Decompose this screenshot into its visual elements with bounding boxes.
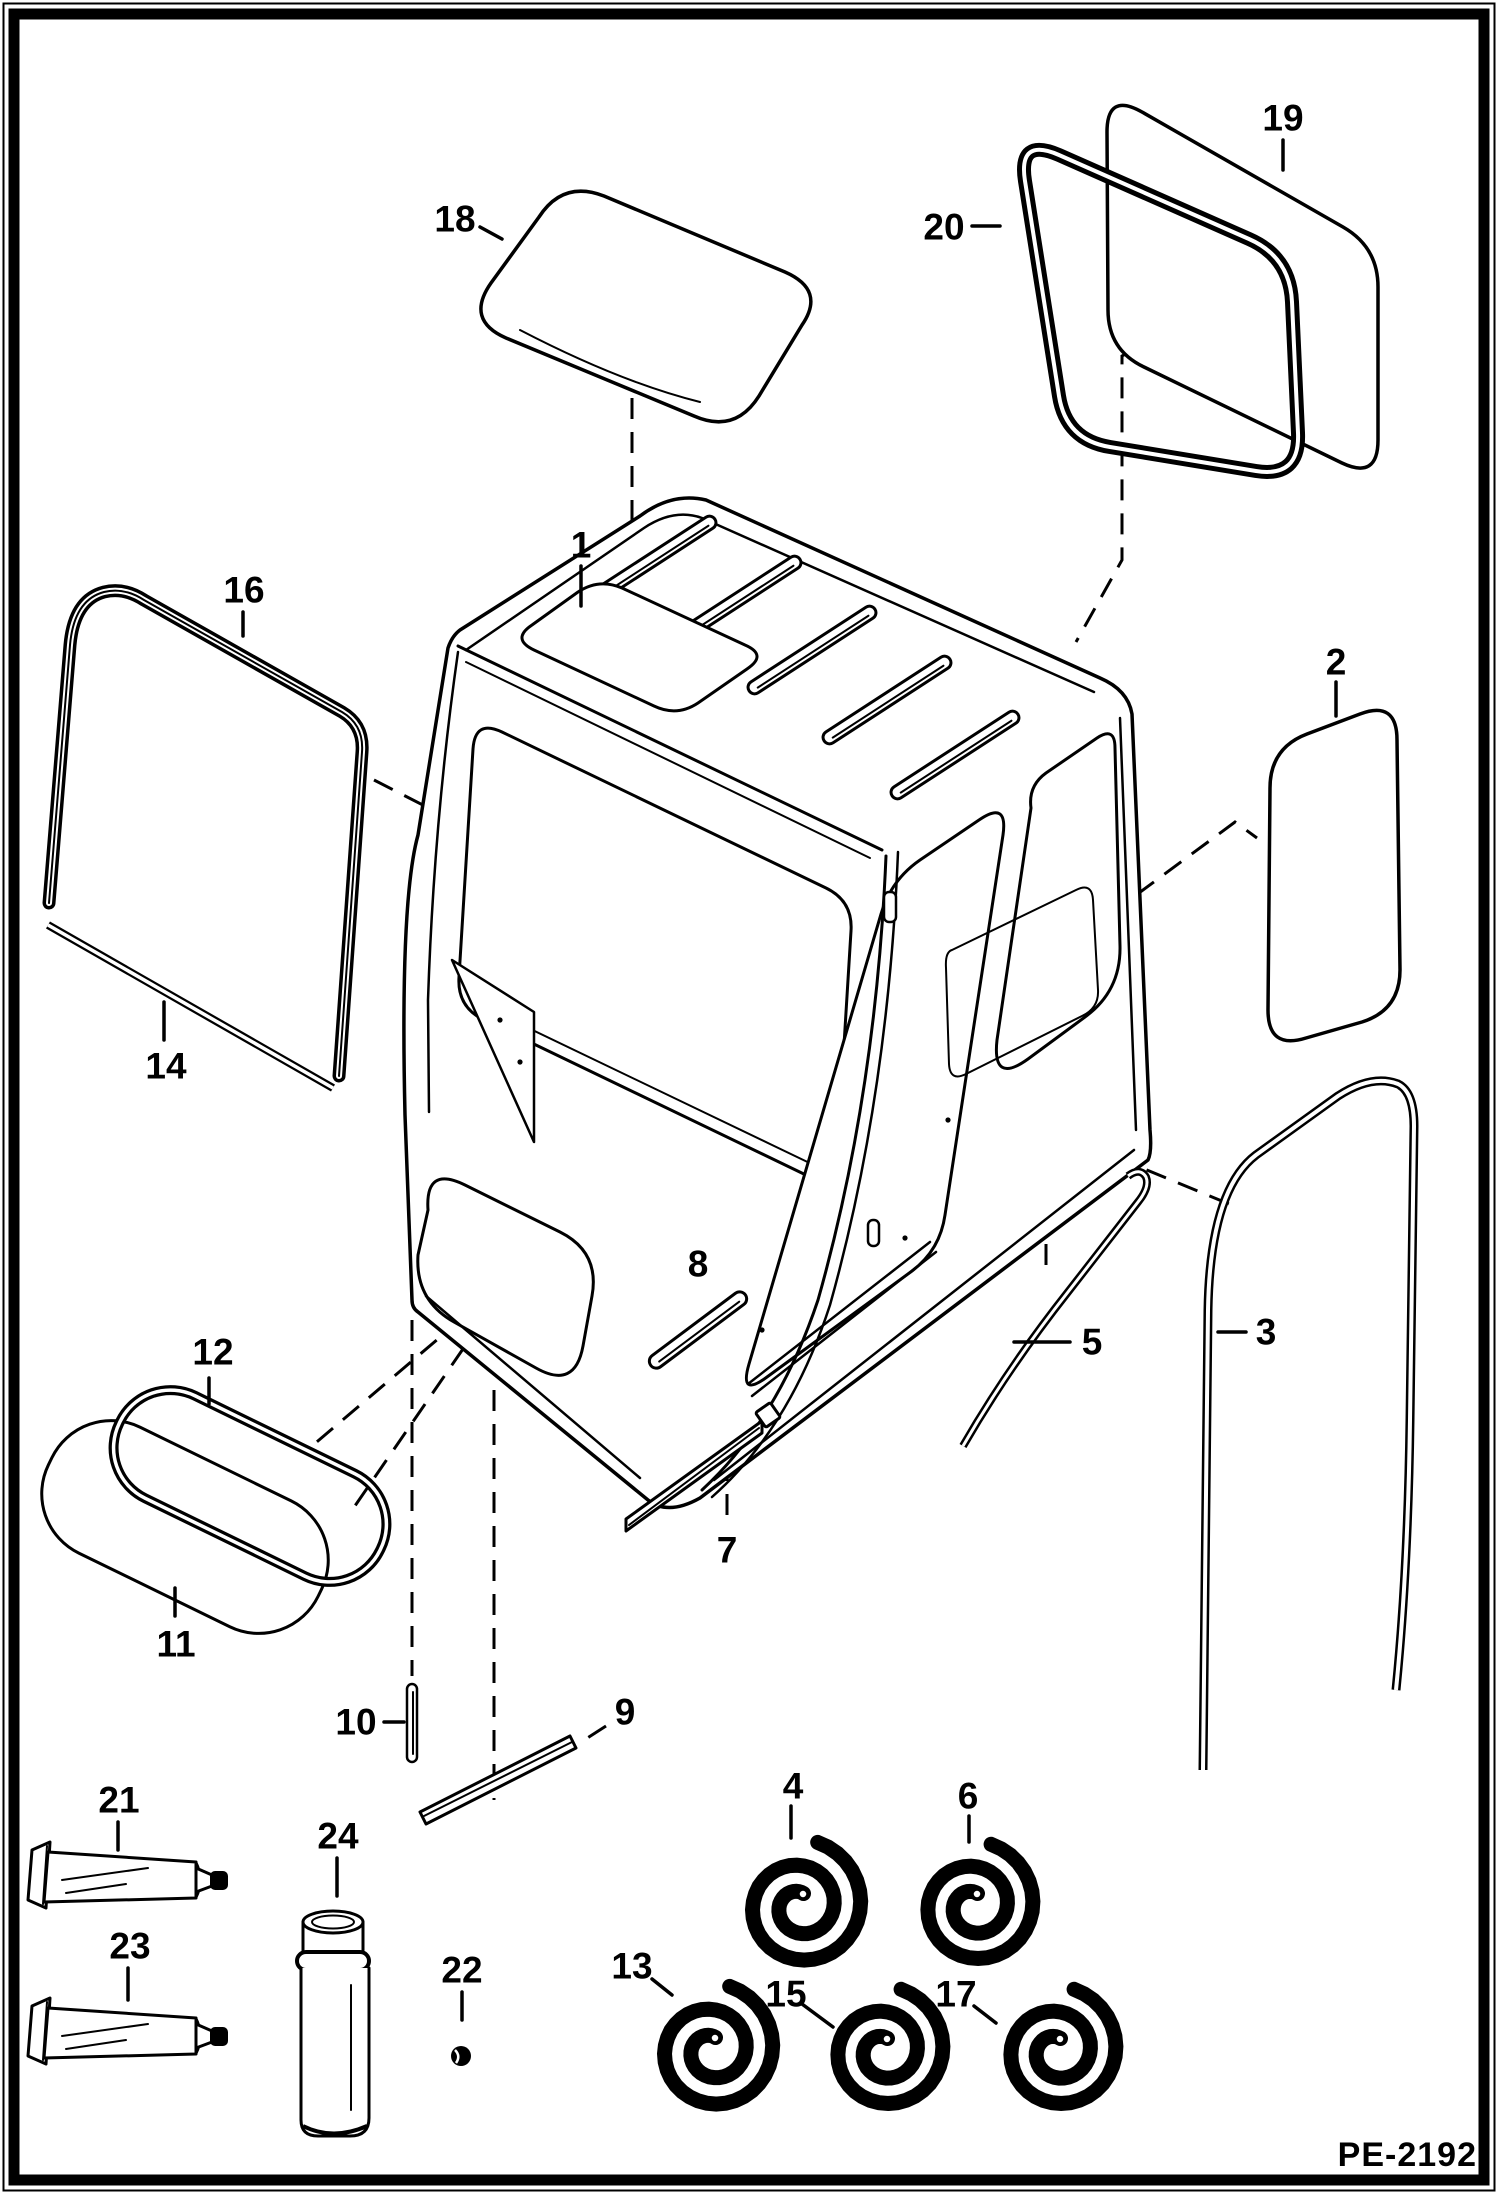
callout-16: 16 <box>223 569 265 611</box>
part-24-adhesive-can <box>297 1911 369 2136</box>
callout-3: 3 <box>1255 1311 1277 1353</box>
part-22-grommet <box>451 2046 471 2066</box>
part-21-sealant-tube <box>28 1842 228 1908</box>
coil-inner-end <box>973 1890 981 1898</box>
part-1-cab-assembly <box>404 498 1151 1508</box>
part-9-trim-strip <box>420 1736 576 1824</box>
part-10-trim-strip <box>407 1684 417 1762</box>
coil-inner-end <box>711 2034 719 2042</box>
callout-14: 14 <box>145 1045 187 1087</box>
callout-6: 6 <box>957 1775 979 1817</box>
callout-24: 24 <box>317 1815 359 1857</box>
coil-inner-end <box>799 1890 807 1898</box>
callout-11: 11 <box>156 1623 196 1665</box>
callout-8: 8 <box>687 1243 709 1285</box>
part-12-lower-front-seal <box>95 1371 406 1601</box>
callout-23: 23 <box>109 1925 151 1967</box>
part-19-rear-window-glass <box>1107 105 1378 468</box>
callout-18: 18 <box>434 198 476 240</box>
part-15-bulb-seal-coil <box>838 1989 943 2103</box>
hinge-nub-upper <box>884 892 896 922</box>
leader-17 <box>974 2006 996 2023</box>
callout-2: 2 <box>1325 641 1347 683</box>
callout-15: 15 <box>765 1973 807 2015</box>
part-14-windshield-strip <box>48 925 333 1088</box>
callout-5: 5 <box>1081 1321 1103 1363</box>
part-13-bulb-seal-coil <box>665 1986 773 2104</box>
part-6-bulb-seal-coil <box>928 1844 1033 1958</box>
leader-13 <box>652 1979 672 1995</box>
callout-22: 22 <box>441 1949 483 1991</box>
part-23-sealant-tube <box>28 1998 228 2064</box>
callout-17: 17 <box>935 1973 977 2015</box>
coil-inner-end <box>1056 2035 1064 2043</box>
callout-19: 19 <box>1262 97 1304 139</box>
part-2-side-window-glass <box>1268 710 1400 1040</box>
callout-1: 1 <box>570 524 592 566</box>
callout-4: 4 <box>782 1765 804 1807</box>
part-17-bulb-seal-coil <box>1011 1989 1116 2103</box>
callout-10: 10 <box>335 1701 377 1743</box>
drawing-number: PE-2192 <box>1337 2136 1477 2174</box>
callout-21: 21 <box>98 1779 140 1821</box>
leader-18 <box>480 227 502 239</box>
callout-9: 9 <box>614 1691 636 1733</box>
hinge-nub-lower <box>868 1220 879 1246</box>
callout-13: 13 <box>611 1945 653 1987</box>
callout-7: 7 <box>716 1529 738 1571</box>
callout-20: 20 <box>923 206 965 248</box>
leader-15 <box>802 2004 833 2027</box>
part-3-window-channel-seal <box>1203 1081 1414 1770</box>
dash-leader-9 <box>578 1726 606 1744</box>
callout-12: 12 <box>192 1331 234 1373</box>
part-11-lower-front-glass <box>19 1398 350 1655</box>
part-18-roof-window-glass <box>481 191 811 422</box>
part-4-bulb-seal-coil <box>753 1842 861 1960</box>
coil-inner-end <box>883 2035 891 2043</box>
part-16-windshield-seal <box>49 591 362 1076</box>
